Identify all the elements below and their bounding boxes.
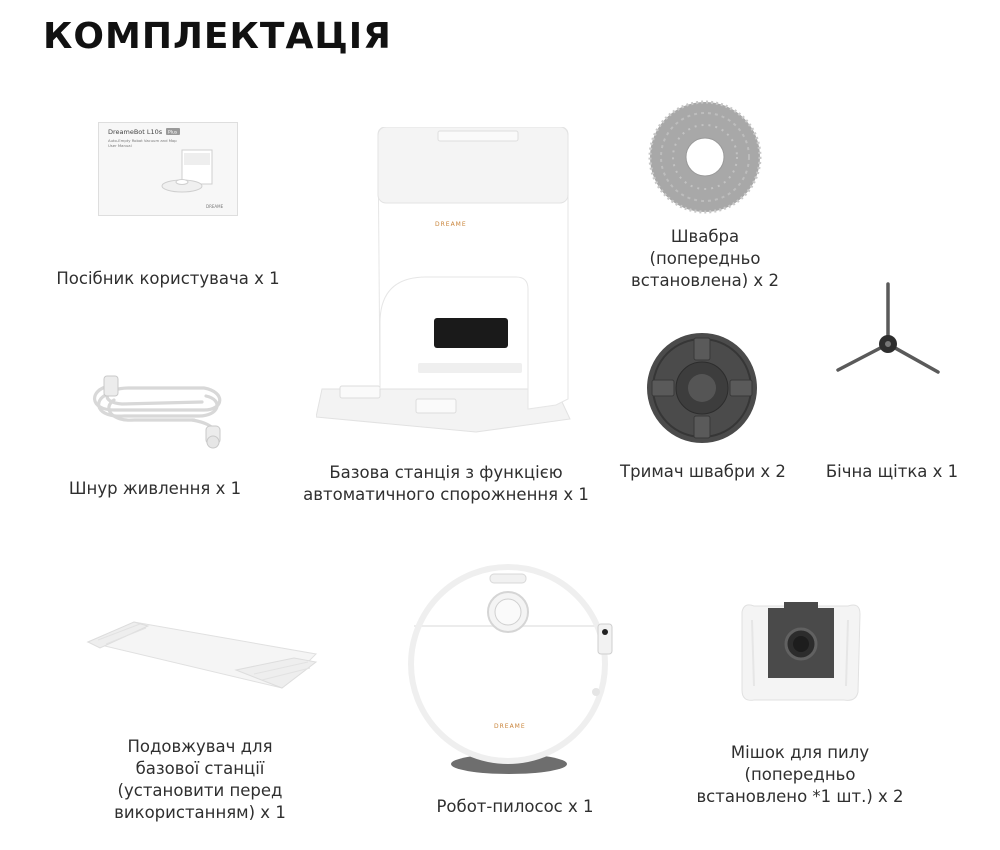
caption-base-station: Базова станція з функцією автоматичного спорожнення x 1 bbox=[303, 463, 589, 504]
base-station-image bbox=[316, 127, 574, 433]
caption-dust-bag: Мішок для пилу (попередньо встановлено *1 шт.) x 2 bbox=[696, 743, 904, 806]
side-brush-image bbox=[832, 280, 944, 380]
station-brand-text: DREAME bbox=[435, 221, 467, 228]
power-cord-image bbox=[84, 370, 234, 450]
dust-bag-image bbox=[740, 600, 862, 704]
caption-ramp-extension: Подовжувач для базової станції (установити перед використанням) x 1 bbox=[114, 737, 286, 822]
caption-power-cord: Шнур живлення x 1 bbox=[68, 479, 242, 498]
manual-model-text: DreameBot L10s bbox=[108, 128, 163, 136]
manual-subtitle-text: Auto-Empty Robot Vacuum and Mop bbox=[108, 138, 177, 143]
page-title: КОМПЛЕКТАЦІЯ bbox=[43, 16, 392, 57]
caption-mop-holder: Тримач швабри x 2 bbox=[620, 462, 786, 481]
caption-mop: Швабра (попередньо встановлена) x 2 bbox=[631, 227, 779, 290]
caption-manual: Посібник користувача x 1 bbox=[56, 269, 280, 288]
caption-robot: Робот-пилосос x 1 bbox=[436, 797, 594, 816]
mop-holder-image bbox=[646, 332, 758, 444]
mop-pad-image bbox=[648, 100, 762, 214]
manual-footer-brand: DREAME bbox=[206, 204, 224, 209]
user-manual-image bbox=[98, 122, 238, 216]
manual-subtitle2-text: User Manual bbox=[108, 143, 132, 148]
manual-badge-text: Plus bbox=[168, 130, 178, 136]
ramp-extension-image bbox=[86, 618, 318, 692]
caption-side-brush: Бічна щітка x 1 bbox=[825, 462, 959, 481]
robot-brand-text: DREAME bbox=[494, 723, 526, 730]
robot-vacuum-image bbox=[408, 554, 618, 776]
